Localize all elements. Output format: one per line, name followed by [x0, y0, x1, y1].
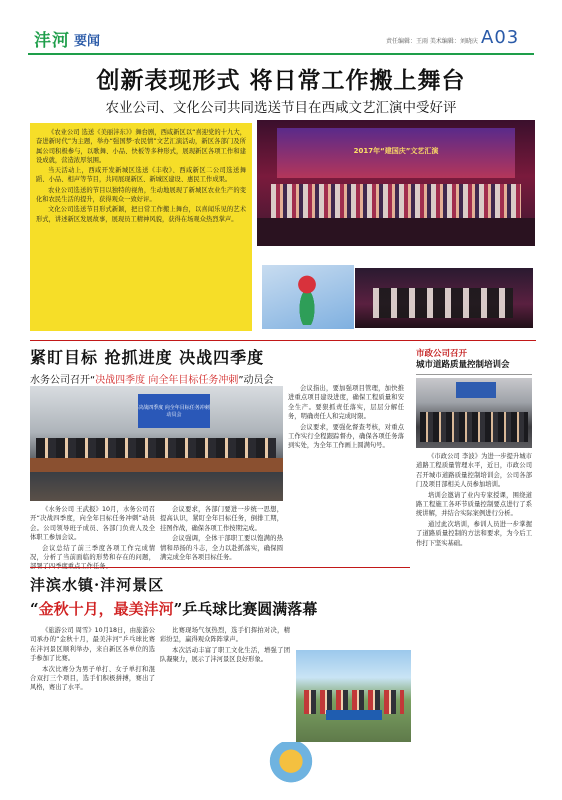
story2-paragraph: 会议要求，要强化督查考核，对重点工作实行全程跟踪督办，确保各项任务落到实处，为全年工作画上圆满句号。	[288, 423, 404, 450]
story3-paragraph: 《旅游公司 周雪》10月18日，由旅游公司承办的“金秋十月，最美沣河”乒乓球比赛在沣河景区顺利举办，来自新区各单位的选手参加了比赛。	[30, 627, 155, 663]
band-members	[373, 288, 513, 318]
story2-paragraph: 会议指出，要加强项目管理，加快推进重点项目建设进度，确保工程质量和安全生产。要狠抓责任落实，层层分解任务，明确责任人和完成时限。	[288, 385, 404, 421]
meeting-screen-text: 决战四季度 向全年目标任务冲刺动员会	[138, 405, 210, 418]
pingpong-cartoon-icon	[266, 742, 316, 790]
story1-paragraph: 文化公司选送节目形式新颖，把日常工作搬上舞台，以喜闻乐见的艺术形式，讲述新区发展故事，展现员工精神风貌，获得在场观众热烈掌声。	[36, 206, 246, 223]
side-story-paragraph: 培训会邀请了业内专家授课，围绕道路工程施工各环节质量控制要点进行了系统讲解，并结合实际案例进行分析。	[416, 491, 532, 518]
page-number: A03	[481, 27, 520, 48]
side-story-title	[416, 349, 532, 371]
pingpong-table	[326, 710, 382, 720]
story1-paragraph: 当天活动上，西咸开发新城区选送《丰收》、西咸新区二公司选送舞蹈、小品、相声等节目，共同展现新区、新城区建设、惠民工作成果。	[36, 167, 246, 184]
editor-info: 责任编辑：王雨 美术编辑：刘晓庆	[386, 38, 478, 45]
stage-banner-text: 2017年“建国庆”文艺汇演	[353, 147, 439, 155]
story1-body-box	[30, 123, 252, 331]
side-story-body	[416, 452, 532, 792]
training-photo	[416, 378, 532, 448]
story3-paragraph: 本次活动丰富了职工文化生活，增强了团队凝聚力，展示了沣河景区良好形象。	[160, 646, 290, 664]
story2-paragraph: 会议要求，各部门要进一步统一思想，提高认识，紧盯全年目标任务，倒排工期，挂图作战，确保各项工作按期完成。	[160, 506, 283, 532]
story2-subheadline-highlight: 决战四季度 向全年目标任务冲刺	[95, 375, 239, 386]
meeting-projection-screen	[138, 394, 210, 428]
band-performance-photo	[355, 268, 533, 328]
stage-floor	[257, 218, 535, 246]
story3-headline-highlight: 金秋十月，最美沣河	[38, 600, 174, 618]
story1-paragraph: 《农业公司 选送《美丽沣东》》舞台剧，西咸新区以“喜迎党的十九大，奋进新时代”为主题，举办“强国梦·农民情”文艺汇演活动，新区各部门及所属公司积极参与，以歌舞、小品、快板等多种形式，展现新区各项工作和建设成就，营造浓厚氛围。	[36, 129, 246, 164]
side-story-rule	[416, 374, 532, 375]
story3-column-1	[30, 626, 155, 792]
story3-headline-suffix: ”乒乓球比赛圆满落幕	[173, 600, 318, 618]
stage-performance-photo	[257, 120, 535, 246]
training-attendees	[420, 412, 528, 442]
side-story-headline: 城市道路质量控制培训会	[416, 360, 510, 370]
story2-subheadline	[30, 371, 274, 386]
story2-paragraph: 会议总结了前三季度各项工作完成情况，分析了当前面临的形势和存在的问题，	[30, 544, 155, 562]
story2-paragraph: 会议强调，全体干部职工要以饱满的热情和昂扬的斗志，全力以赴抓落实，确保圆满完成全年各项目标任务。	[160, 535, 283, 562]
story3-kicker: 沣滨水镇·沣河景区	[30, 576, 165, 594]
side-story-paragraph: 通过此次培训，参训人员进一步掌握了道路质量控制的方法和要求，为今后工作打下坚实基础。	[416, 520, 532, 547]
side-story-paragraph: 《市政公司 李波》为进一步提升城市道路工程质量管理水平，近日，市政公司召开城市道路质量控制培训会，公司各部门及项目部相关人员参加培训。	[416, 453, 532, 489]
story2-column-1	[30, 505, 155, 563]
section-title: 要闻	[74, 34, 101, 49]
masthead-rule	[28, 53, 534, 55]
pingpong-photo	[296, 650, 411, 742]
story2-paragraph: 《水务公司 王武报》10月，水务公司召开“决战四季度，向全年目标任务冲刺”动员会。公司领导班子成员、各部门负责人及全体职工参加会议。	[30, 506, 155, 542]
meeting-attendees	[36, 438, 276, 460]
newspaper-logo: 沣河	[34, 31, 70, 51]
story1-headline: 创新表现形式 将日常工作搬上舞台	[96, 67, 466, 94]
side-story-kicker: 市政公司召开	[416, 349, 468, 359]
story1-subheadline: 农业公司、文化公司共同选送节目在西咸文艺汇演中受好评	[105, 100, 457, 116]
story3-paragraph: 本次比赛分为男子单打、女子单打和混合双打三个项目，选手们积极拼搏，赛出了风格，赛出了水平。	[30, 665, 155, 692]
story3-paragraph: 比赛现场气氛热烈，选手们挥拍对决，精彩纷呈，赢得观众阵阵掌声。	[160, 627, 290, 644]
section-divider	[30, 340, 536, 341]
masthead	[0, 0, 562, 58]
story2-headline: 紧盯目标 抢抓进度 决战四季度	[30, 348, 265, 367]
performers-group	[271, 184, 521, 220]
story3-headline	[30, 598, 317, 619]
story2-subheadline-suffix: ”动员会	[238, 375, 274, 386]
section-divider	[30, 567, 410, 568]
meeting-photo	[30, 386, 283, 501]
training-screen	[456, 382, 496, 398]
story3-headline-prefix: “	[30, 600, 39, 618]
dancer-figure	[292, 271, 322, 325]
dance-performance-photo	[262, 265, 354, 329]
story1-paragraph: 农业公司选送的节目以独特的视角，生动地展现了新城区农业生产的变化和农民生活的提升，获得观众一致好评。	[36, 186, 246, 204]
story2-subheadline-prefix: 水务公司召开“	[30, 375, 96, 386]
story2-column-3	[288, 384, 404, 564]
story2-column-2	[160, 505, 283, 563]
meeting-table	[30, 458, 283, 472]
